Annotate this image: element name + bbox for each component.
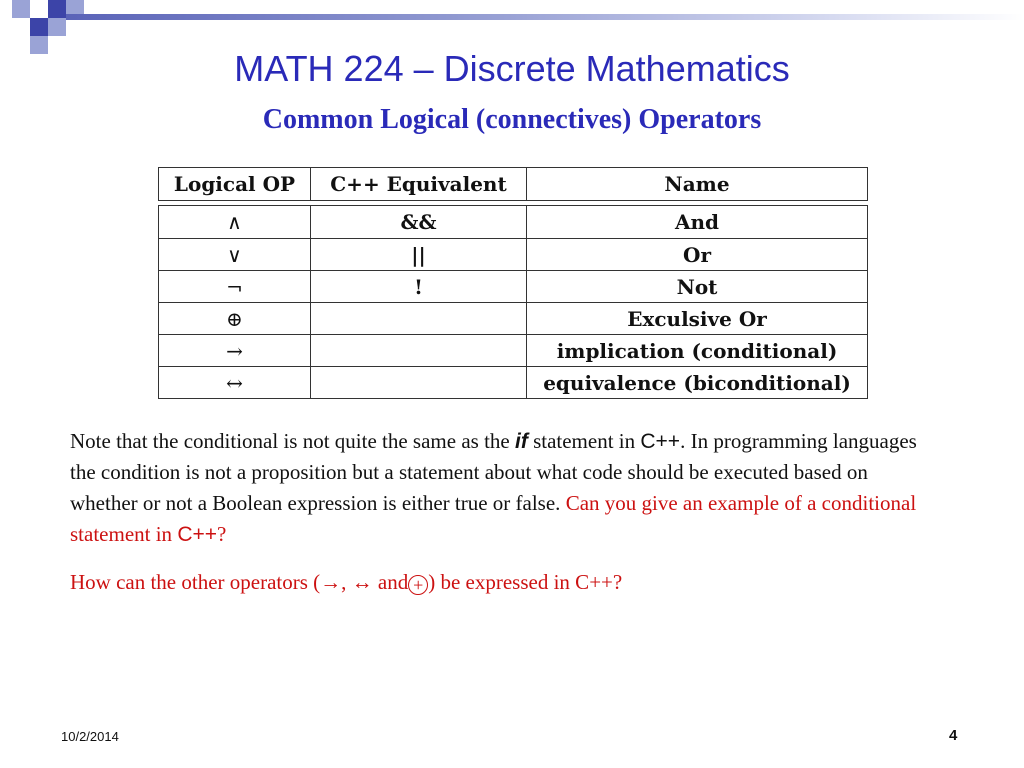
deco-square bbox=[12, 18, 30, 36]
op-name: Exculsive Or bbox=[627, 306, 767, 331]
cpp-word: C++ bbox=[640, 430, 681, 453]
table-row bbox=[159, 302, 867, 334]
question-end: ? bbox=[217, 522, 227, 546]
op-name: Not bbox=[676, 274, 718, 299]
table-row bbox=[159, 270, 867, 302]
deco-square bbox=[30, 18, 48, 36]
slide-subtitle: Common Logical (connectives) Operators bbox=[262, 104, 762, 135]
table-body bbox=[158, 205, 868, 399]
note-text: statement in bbox=[527, 429, 641, 453]
table-row bbox=[159, 366, 867, 398]
deco-square bbox=[48, 18, 66, 36]
op-name: Or bbox=[683, 242, 711, 267]
header-logical-op: Logical OP bbox=[159, 168, 311, 200]
if-keyword: if bbox=[514, 430, 528, 453]
cpp-equivalent: && bbox=[311, 206, 527, 238]
deco-square bbox=[48, 0, 66, 18]
op-name: And bbox=[674, 210, 720, 234]
cpp-equivalent bbox=[311, 303, 527, 334]
op-symbol: ⊕ bbox=[159, 303, 311, 334]
note-text: . In programming languages the condition is not a proposition but a statement about what code should be executed based on whether or not a Boolean expression is either true or false. bbox=[70, 429, 917, 515]
table-header-row bbox=[159, 168, 867, 200]
header-name: Name bbox=[664, 172, 730, 196]
deco-square bbox=[12, 0, 30, 18]
operators-table bbox=[158, 167, 868, 399]
table-row bbox=[159, 334, 867, 366]
question-cpp-word: C++ bbox=[177, 523, 218, 546]
header-cpp-equivalent: C++ Equivalent bbox=[311, 168, 527, 200]
op-name: implication (conditional) bbox=[556, 338, 838, 363]
op-symbol: ¬ bbox=[159, 271, 311, 302]
question-text: ) be expressed in C++? bbox=[428, 570, 623, 594]
op-symbol: ↔ bbox=[159, 367, 311, 398]
oplus-icon: + bbox=[408, 575, 428, 595]
cpp-equivalent: || bbox=[311, 239, 527, 270]
cpp-equivalent bbox=[311, 367, 527, 398]
table-row bbox=[159, 206, 867, 238]
slide-title: MATH 224 – Discrete Mathematics bbox=[234, 48, 790, 89]
op-symbol: → bbox=[159, 335, 311, 366]
table-header bbox=[158, 167, 868, 201]
note-paragraph bbox=[70, 426, 940, 550]
cpp-equivalent: ! bbox=[311, 271, 527, 302]
page-number: 4 bbox=[949, 727, 958, 744]
deco-square bbox=[30, 0, 48, 18]
cpp-equivalent bbox=[311, 335, 527, 366]
op-symbol: ∨ bbox=[159, 239, 311, 270]
table-row bbox=[159, 238, 867, 270]
op-symbol: ∧ bbox=[159, 206, 311, 238]
question-conditional: Can you give an example of a conditional statement in bbox=[70, 491, 917, 546]
question-text: How can the other operators (→, ↔ and bbox=[70, 570, 409, 594]
top-gradient-bar bbox=[66, 14, 1024, 20]
footer-date: 10/2/2014 bbox=[61, 729, 119, 744]
question-operators bbox=[70, 567, 950, 598]
op-name: equivalence (biconditional) bbox=[543, 370, 851, 395]
note-text: Note that the conditional is not quite the same as the bbox=[70, 429, 515, 453]
